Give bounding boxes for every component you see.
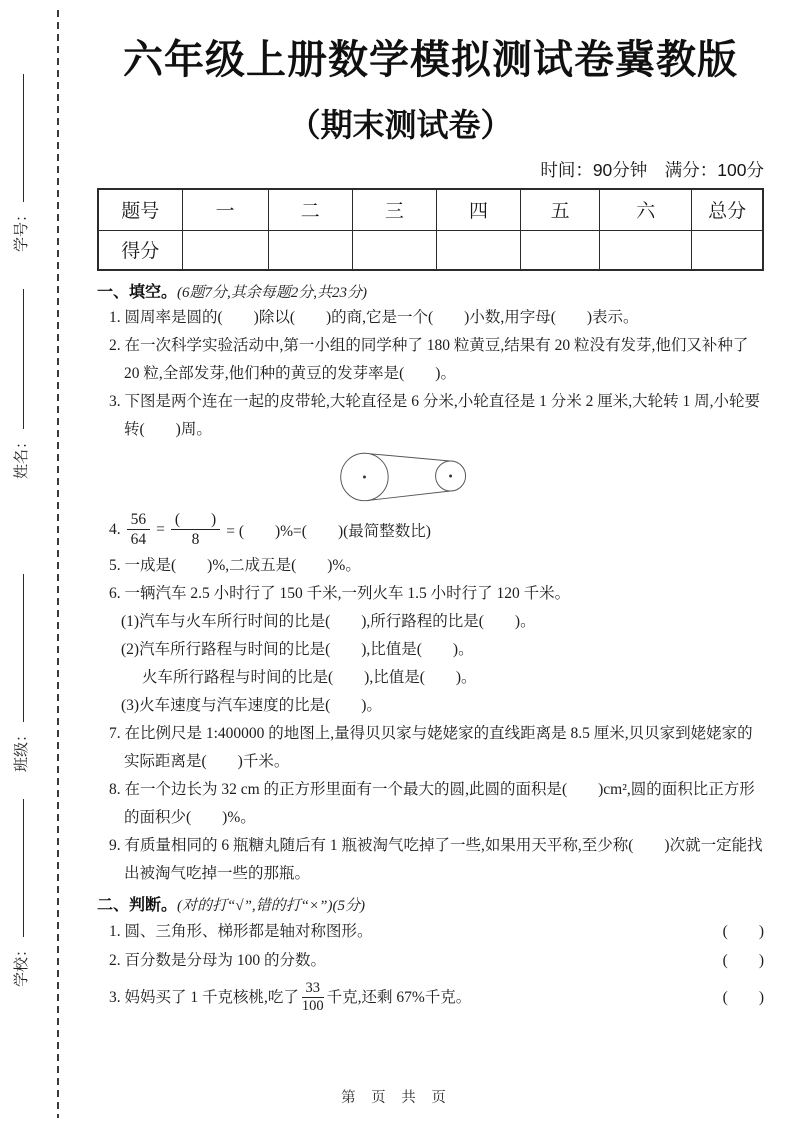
fill-question-1: 1. 圆周率是圆的( )除以( )的商,它是一个( )小数,用字母( )表示。 [109, 308, 639, 326]
judge-item-2-bracket: ( ) [722, 951, 764, 969]
fill-question-6-3: (3)火车速度与汽车速度的比是( )。 [121, 696, 382, 714]
score-table-header-cell: 一 [182, 189, 268, 231]
sidebar-field-student-id [11, 74, 33, 252]
exam-meta: 时间：90分钟 满分：100分 [540, 160, 764, 181]
judge-item-2 [97, 947, 764, 975]
score-table-header-cell: 三 [352, 189, 436, 231]
pulley-belt-drawing [333, 446, 483, 506]
fill-question-7: 7. 在比例尺是 1:400000 的地图上,量得贝贝家与姥姥家的直线距离是 8.5 厘米,贝贝家到姥姥家的实际距离是( )千米。 [109, 724, 753, 770]
score-table-header-cell: 四 [437, 189, 521, 231]
fill-question-6-2b: 火车所行路程与时间的比是( ),比值是( )。 [142, 668, 477, 686]
score-table [97, 188, 764, 271]
q4-equals: = [156, 520, 165, 538]
school-label: 学校： [13, 941, 30, 987]
q4-rest: = ( )%=( )(最简整数比) [226, 522, 431, 540]
fill-question-6-2a: (2)汽车所行路程与时间的比是( ),比值是( )。 [121, 640, 474, 658]
fill-question-2: 2. 在一次科学实验活动中,第一小组的同学种了 180 粒黄豆,结果有 20 粒没有发芽,他们又补种了 20 粒,全部发芽,他们种的黄豆的发芽率是( )。 [109, 336, 749, 382]
class-label: 班级： [13, 726, 30, 772]
student-id-label: 学号： [13, 206, 30, 252]
section-judge-heading [97, 895, 764, 917]
school-blank-line [21, 799, 24, 937]
name-label: 姓名： [13, 433, 30, 479]
judge-item-2-text: 2. 百分数是分母为 100 的分数。 [109, 951, 327, 969]
section-judge-title: 二、判断。 [97, 896, 178, 914]
score-table-header-cell: 总分 [692, 189, 763, 231]
score-input-cell [600, 230, 692, 270]
dashed-cut-line [57, 10, 59, 1118]
judge-item-3-bracket: ( ) [722, 988, 764, 1006]
sidebar-field-school [11, 799, 33, 987]
score-table-header-cell: 六 [600, 189, 692, 231]
score-table-header-cell: 二 [268, 189, 352, 231]
student-id-blank-line [21, 74, 24, 202]
section-fill-score-note: (6题7分,其余每题2分,共23分) [177, 284, 368, 301]
section-judge-score-note: (对的打“√”,错的打“×”)(5分) [177, 897, 365, 914]
fill-question-9: 9. 有质量相同的 6 瓶糖丸随后有 1 瓶被淘气吃掉了一些,如果用天平称,至少称( )次就一定能找出被淘气吃掉一些的那瓶。 [109, 836, 763, 882]
judge-item-1 [97, 918, 764, 946]
sidebar-field-class [11, 574, 33, 772]
fill-question-4 [97, 508, 764, 552]
score-input-cell [352, 230, 436, 270]
score-input-cell [521, 230, 600, 270]
fill-question-5: 5. 一成是( )%,二成五是( )%。 [109, 556, 361, 574]
score-input-cell [437, 230, 521, 270]
judge-item-3 [97, 976, 764, 1020]
fill-question-8: 8. 在一个边长为 32 cm 的正方形里面有一个最大的圆,此圆的面积是( )cm²,圆的面积比正方形的面积少( )%。 [109, 780, 755, 826]
judge-item-1-text: 1. 圆、三角形、梯形都是轴对称图形。 [109, 922, 373, 940]
judge-item-3-text: 3. 妈妈买了 1 千克核桃,吃了 $\frac{33}{100}$ 千克,还剩 67%千克。 [109, 979, 472, 1015]
page-title: 六年级上册数学模拟测试卷冀教版 [123, 38, 738, 82]
pulley-belt-figure [333, 446, 764, 506]
paper-content [97, 0, 764, 1020]
class-blank-line [21, 574, 24, 722]
score-table-header-cell: 五 [521, 189, 600, 231]
judge-item-3-fraction: $\frac{33}{100}$ [301, 979, 324, 1015]
score-input-cell [182, 230, 268, 270]
page-footer: 第 页 共 页 [341, 1090, 452, 1106]
name-blank-line [21, 289, 24, 429]
score-input-cell [692, 230, 763, 270]
score-table-header-cell: 题号 [98, 189, 182, 231]
q4-number: 4. [109, 520, 121, 538]
q4-fraction-2: $\frac{( )}{8}$ [171, 511, 220, 549]
score-input-cell [268, 230, 352, 270]
score-row-label: 得分 [98, 230, 182, 270]
page-subtitle: （期末测试卷） [288, 107, 513, 143]
section-fill-heading [97, 282, 764, 304]
fill-question-3: 3. 下图是两个连在一起的皮带轮,大轮直径是 6 分米,小轮直径是 1 分米 2 厘米,大轮转 1 周,小轮要转( )周。 [109, 392, 761, 438]
q4-fraction-1: $\frac{56}{64}$ [127, 511, 151, 549]
judge-item-1-bracket: ( ) [722, 922, 764, 940]
fill-question-6: 6. 一辆汽车 2.5 小时行了 150 千米,一列火车 1.5 小时行了 120 千米。 [109, 584, 571, 602]
fill-question-6-1: (1)汽车与火车所行时间的比是( ),所行路程的比是( )。 [121, 612, 536, 630]
sidebar-field-name [11, 289, 33, 479]
section-fill-title: 一、填空。 [97, 283, 178, 301]
